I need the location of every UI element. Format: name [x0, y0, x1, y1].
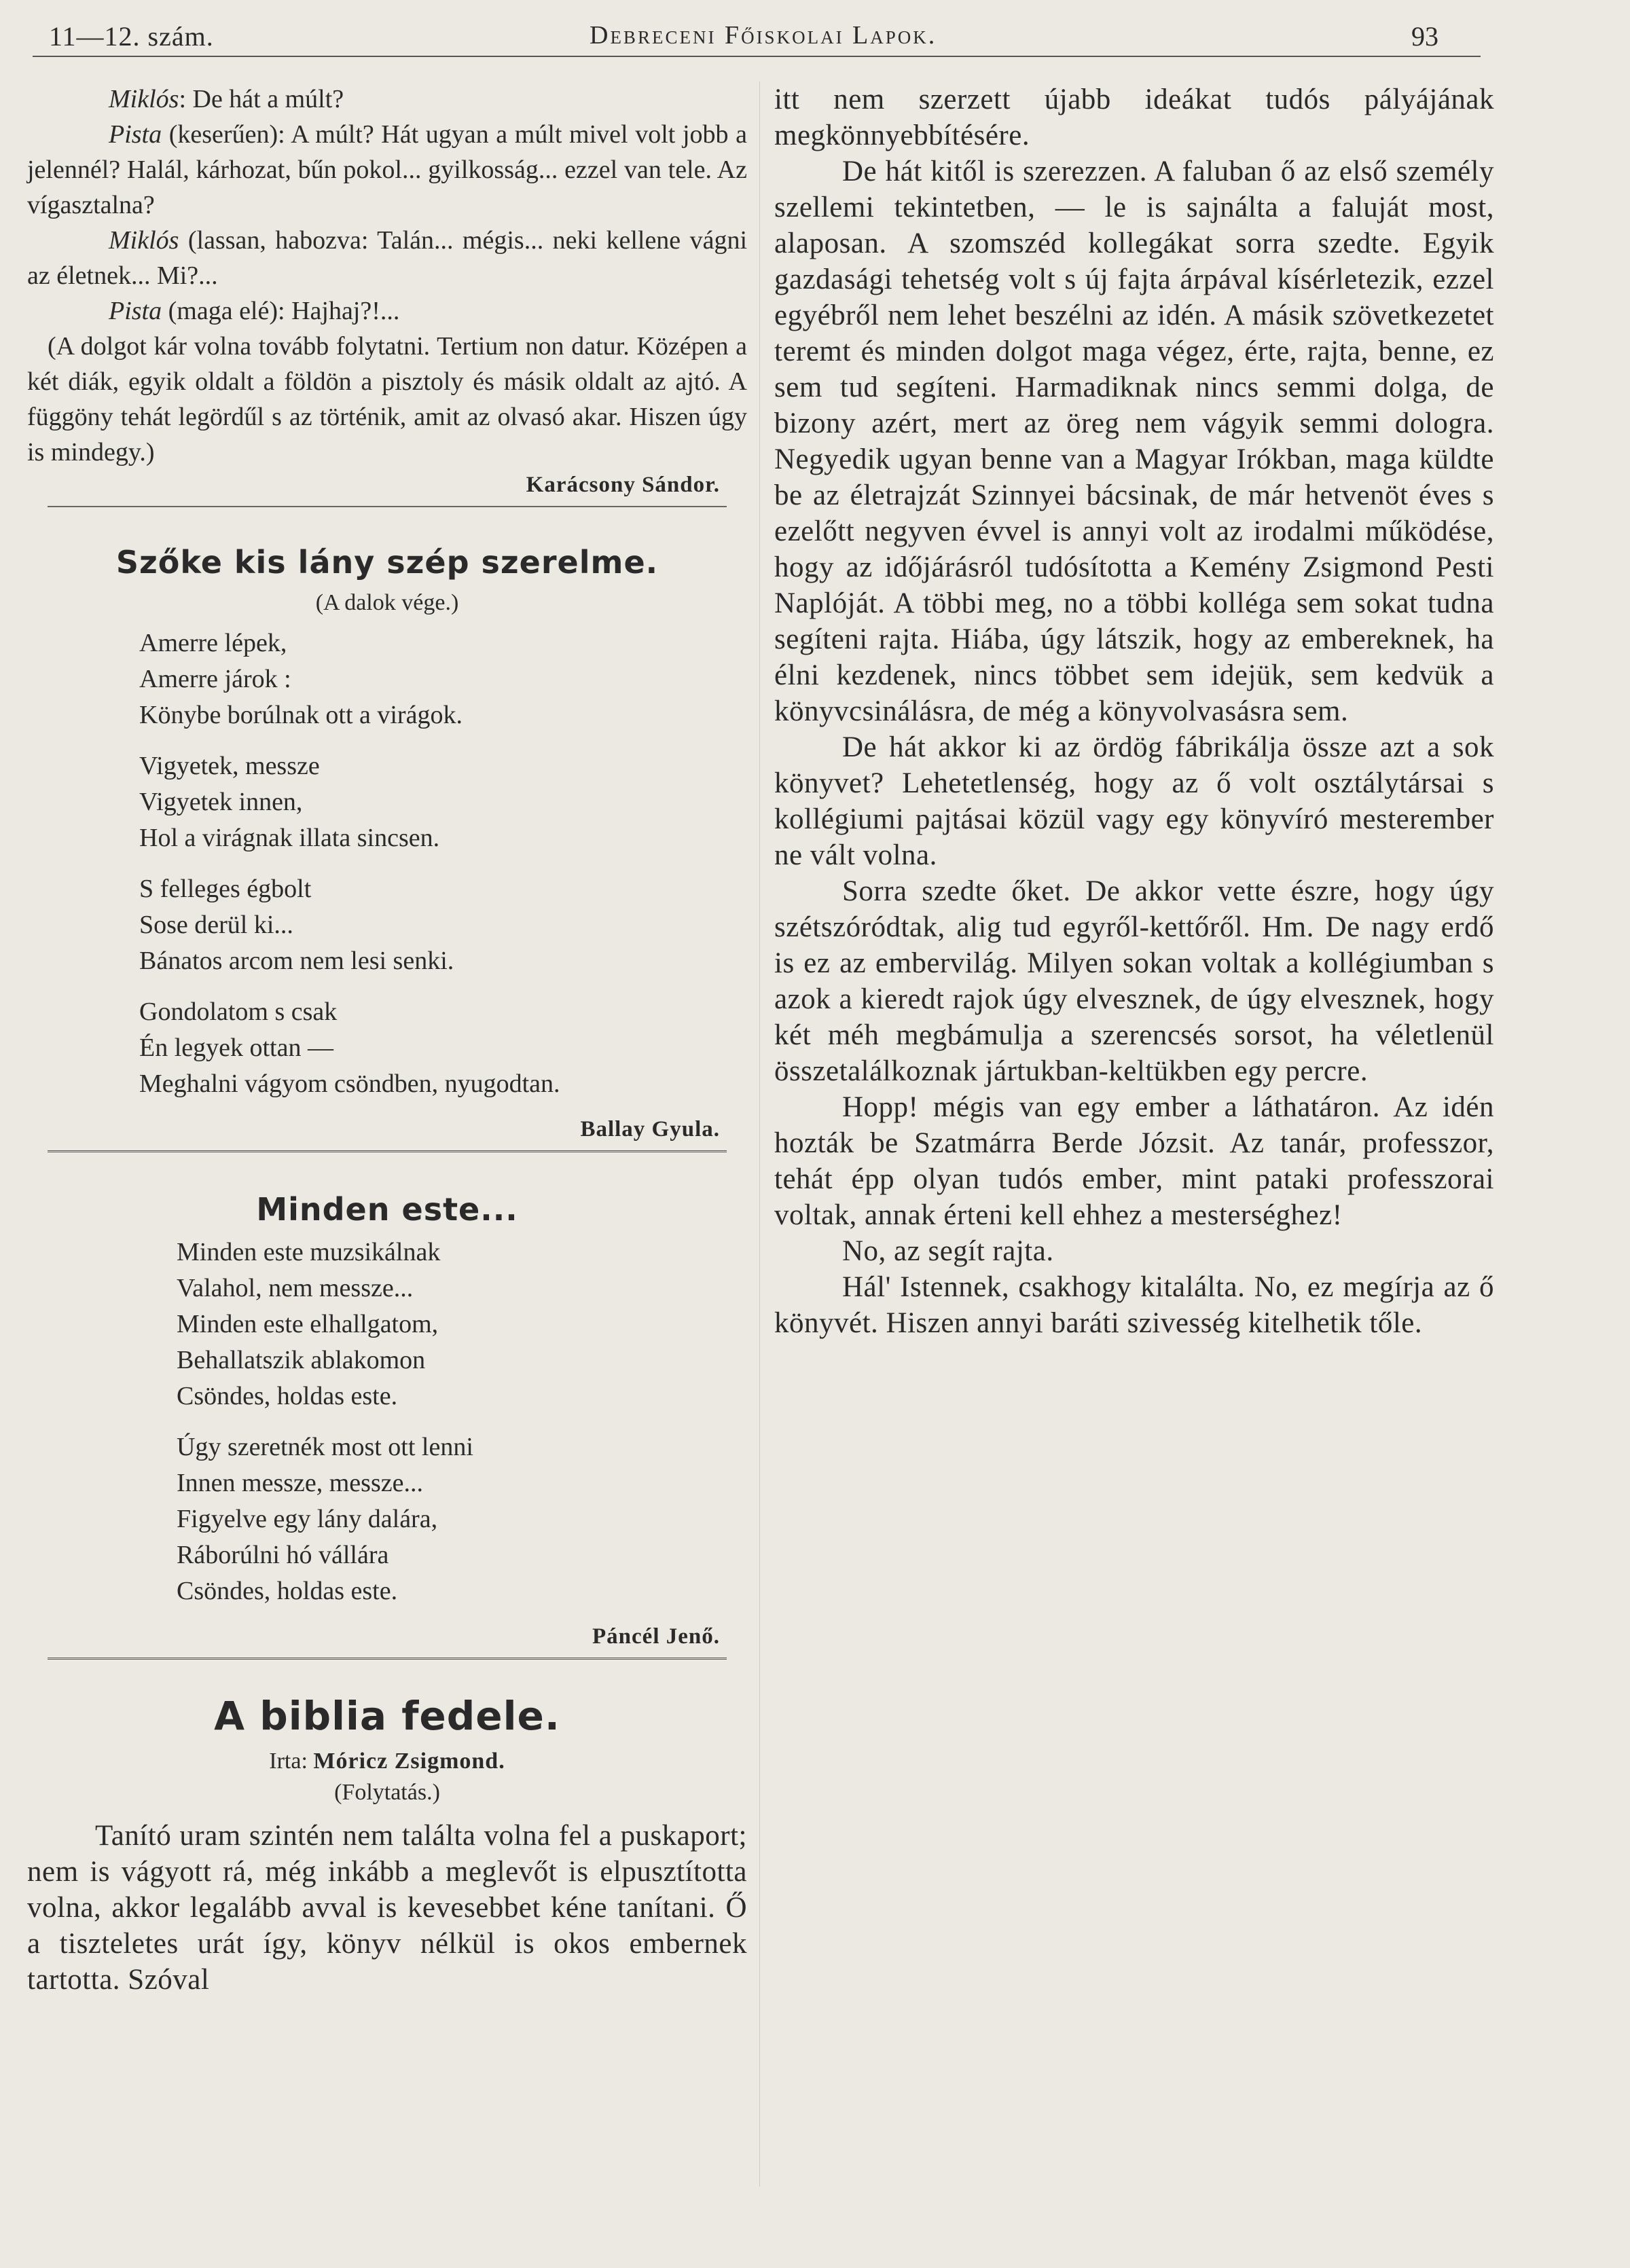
story-paragraph: Hál' Istennek, csakhogy kitalálta. No, ez megírja az ő könyvét. Hiszen annyi baráti szivesség kitelhetik tőle. [774, 1271, 1494, 1339]
poem-line: Minden este muzsikálnak [177, 1238, 441, 1266]
poem-line: Bánatos arcom nem lesi senki. [139, 947, 454, 975]
story-continued-note: (Folytatás.) [334, 1780, 440, 1805]
section-divider [48, 506, 727, 507]
right-column [774, 81, 1494, 1341]
poem1-body [139, 625, 747, 1102]
poem1-author: Ballay Gyula. [580, 1117, 720, 1141]
poem-line: Amerre járok : [139, 665, 291, 693]
stanza [177, 1234, 747, 1414]
story-paragraph: itt nem szerzett újabb ideákat tudós pályájának megkönnyebbítésére. [774, 84, 1494, 151]
poem-line: Minden este elhallgatom, [177, 1310, 439, 1338]
story-paragraph: Sorra szedte őket. De akkor vette észre, hogy úgy szétszóródtak, alig tud egyről-kettőről. Hm. De nagy erdő is ez az embervilág. Milyen sokan voltak a kollégiumban s azok a kieredt rajok úgy elvesznek, de úgy elvesznek, hogy két méh megbámulja a szerencsés sorsot, ha véletlenül összetalálkoznak jártukban-keltükben egy percre. [774, 875, 1494, 1087]
poem-line: Csöndes, holdas este. [177, 1577, 398, 1605]
poem-line: Innen messze, messze... [177, 1469, 423, 1497]
poem1-title: Szőke kis lány szép szerelme. [115, 544, 659, 581]
stanza [139, 994, 747, 1102]
dialogue-ending [27, 81, 747, 498]
section-divider [48, 1150, 727, 1154]
stanza [139, 748, 747, 856]
story-text-left [27, 1818, 747, 1998]
stanza [139, 625, 747, 733]
story-paragraph: De hát kitől is szerezzen. A faluban ő az első személy szellemi tekintetben, — le is sajnálta a faluját most, alaposan. A szomszéd kollegákat sorra szedte. Egyik gazdasági tehetség volt s új fajta árpával kísérletezik, ezzel egyébről nem lehet beszélni az idén. A másik szövetkezetet teremt és minden dolgot maga végez, érte, rajta, benne, ez sem tud segíteni. Harmadiknak nincs semmi dolga, de bizony azért, mert az öreg nem vágyik semmi dologra. Negyedik ugyan benne van a Magyar Irókban, maga küldte be az életrajzát Szinnyei bácsinak, de már hetvenöt éves s ezelőtt negyven évvel is annyi volt az irodalmi működése, hogy az időjárásról tudósította a Kemény Zsigmond Pesti Naplóját. A többi meg, no a többi kolléga sem sokat tudna segíteni rajta. Hiába, úgy látszik, hogy az embereknek, ha élni kezdenek, nincs többet sem idejük, sem kedvük a könyvcsinálásra, de még a könyvolvasásra sem. [774, 156, 1494, 727]
poem-line: Valahol, nem messze... [177, 1274, 414, 1302]
stanza [177, 1429, 747, 1609]
dialogue-author: Karácsony Sándor. [526, 473, 720, 497]
section-divider [48, 1658, 727, 1662]
journal-title: Debreceni Főiskolai Lapok. [590, 21, 937, 50]
column-divider [759, 81, 760, 2187]
poem-line: Csöndes, holdas este. [177, 1382, 398, 1410]
story-paragraph: No, az segít rajta. [842, 1235, 1054, 1267]
dialogue-line: Miklós (lassan, habozva: Talán... mégis... neki kellene vágni az életnek... Mi?... [27, 226, 748, 290]
poem-line: S felleges égbolt [139, 875, 312, 903]
poem2-author: Páncél Jenő. [592, 1624, 720, 1649]
poem-line: Vigyetek, messze [139, 752, 320, 780]
dialogue-line: Pista (maga elé): Hajhaj?!... [109, 297, 400, 325]
stage-direction: (A dolgot kár volna tovább folytatni. Tertium non datur. Középen a két diák, egyik oldalt a földön a pisztoly és másik oldalt az ajtó. A függöny tehát legördűl s az történik, amit az olvasó akar. Hiszen úgy is mindegy.) [27, 332, 747, 467]
poem-line: Figyelve egy lány dalára, [177, 1505, 438, 1533]
stanza [139, 871, 747, 979]
poem2-title: Minden este... [256, 1191, 518, 1228]
poem-line: Könybe borúlnak ott a virágok. [139, 701, 463, 729]
story-title: A biblia fedele. [214, 1693, 560, 1739]
poem-line: Gondolatom s csak [139, 998, 338, 1026]
poem-line: Sose derül ki... [139, 911, 293, 939]
poem-line: Úgy szeretnék most ott lenni [177, 1433, 473, 1461]
running-header [33, 15, 1481, 57]
poem-line: Amerre lépek, [139, 629, 287, 657]
poem-line: Behallatszik ablakomon [177, 1346, 426, 1374]
dialogue-line: Miklós: De hát a múlt? [109, 85, 344, 113]
page-number: 93 [1411, 21, 1438, 52]
poem1-subtitle: (A dalok vége.) [315, 590, 459, 615]
left-column [27, 81, 747, 1998]
poem-line: Meghalni vágyom csöndben, nyugodtan. [139, 1069, 560, 1098]
story-paragraph: Tanító uram szintén nem találta volna fel a puskaport; nem is vágyott rá, még inkább a meglevőt is elpusztította volna, akkor legalább avval is kevesebbet kéne tanítani. Ő a tiszteletes urát így, könyv nélkül is okos embernek tartotta. Szóval [27, 1820, 747, 1996]
story-byline: Irta: Móricz Zsigmond. [269, 1749, 505, 1774]
dialogue-line: Pista (keserűen): A múlt? Hát ugyan a múlt mivel volt jobb a jelennél? Halál, kárhozat, bűn pokol... gyilkosság... ezzel van tele. Az vígasztalna? [27, 120, 748, 219]
issue-number: 11—12. szám. [49, 21, 214, 52]
poem-line: Ráborúlni hó vállára [177, 1541, 389, 1569]
poem-line: Hol a virágnak illata sincsen. [139, 824, 440, 852]
poem2-body [177, 1234, 747, 1609]
story-text-right [774, 81, 1494, 1341]
story-paragraph: De hát akkor ki az ördög fábrikálja össze azt a sok könyvet? Lehetetlenség, hogy az ő volt osztálytársai s kollégiumi pajtásai közül vagy egy könyvíró mesterember ne vált volna. [774, 731, 1494, 871]
poem-line: Vigyetek innen, [139, 788, 303, 816]
poem-line: Én legyek ottan — [139, 1034, 333, 1062]
story-paragraph: Hopp! mégis van egy ember a láthatáron. Az idén hozták be Szatmárra Berde Józsit. Az tanár, professzor, tehát épp olyan tudós ember, mint pataki professzorai voltak, annak érteni kell ehhez a mesterséghez! [774, 1091, 1494, 1231]
